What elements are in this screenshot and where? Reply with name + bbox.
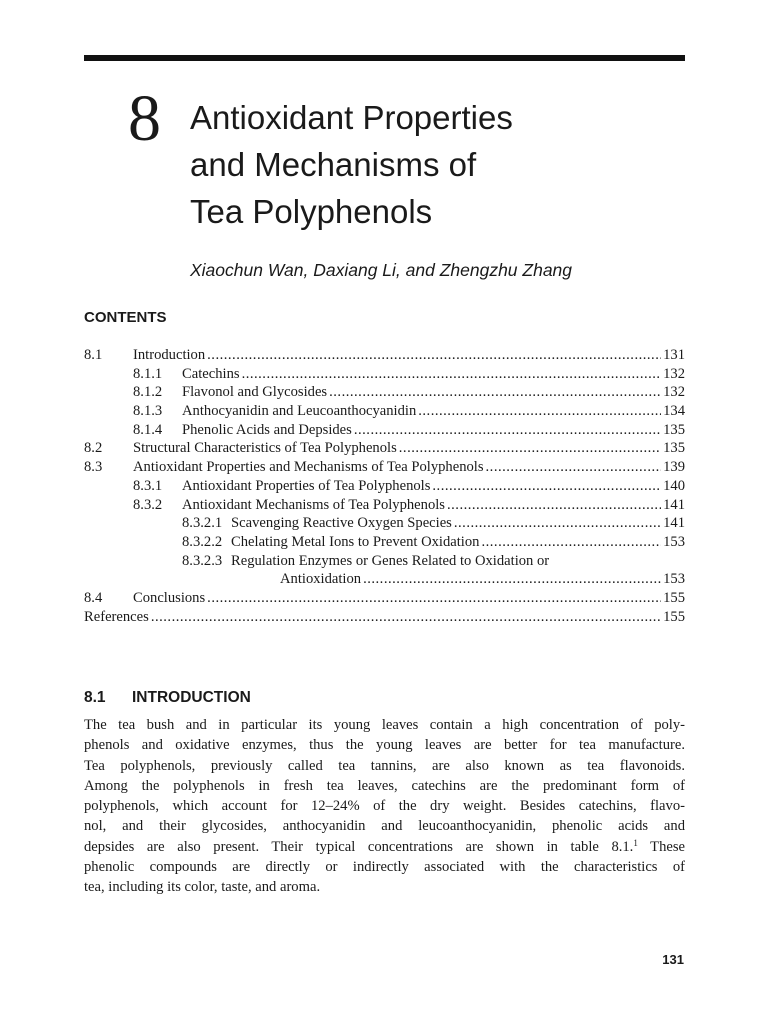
toc-entry-number: 8.3.2.3	[182, 552, 223, 569]
paragraph-line	[84, 837, 685, 857]
toc-entry[interactable]	[84, 421, 685, 440]
toc-entry[interactable]	[84, 496, 685, 515]
toc-entry-page: 134	[663, 403, 685, 420]
toc-entry[interactable]	[84, 458, 685, 477]
toc-entry[interactable]	[84, 439, 685, 458]
toc-entry-page: 131	[663, 347, 685, 363]
toc-leader-dots	[399, 439, 661, 458]
toc-entry-page: 155	[663, 608, 685, 625]
toc-entry[interactable]	[84, 365, 685, 384]
toc-entry-title: References	[84, 608, 149, 625]
paragraph-line-text: These	[637, 838, 685, 855]
toc-entry-title: Structural Characteristics of Tea Polyphenols	[133, 440, 397, 457]
toc-entry-number: 8.1.3	[133, 403, 163, 420]
toc-entry-page: 153	[663, 533, 685, 550]
chapter-number: 8	[128, 82, 161, 155]
toc-entry-continuation[interactable]	[84, 570, 685, 589]
toc-entry[interactable]	[84, 383, 685, 402]
toc-entry-title: Chelating Metal Ions to Prevent Oxidation	[231, 533, 480, 550]
toc-entry-number: 8.3.2.1	[182, 515, 223, 532]
toc-leader-dots	[481, 533, 661, 552]
toc-leader-dots	[207, 346, 661, 365]
toc-leader-dots	[432, 477, 661, 496]
toc-entry-title: Phenolic Acids and Depsides	[182, 421, 352, 438]
toc-leader-dots	[363, 570, 661, 589]
toc-entry-number: 8.2	[84, 440, 103, 457]
toc-entry-title: Conclusions	[133, 589, 206, 606]
toc-leader-dots	[207, 589, 661, 608]
toc-leader-dots	[242, 365, 662, 384]
paragraph-line: phenolic compounds are directly or indirectly associated with the characteristics of	[84, 859, 685, 876]
paragraph-line: Tea polyphenols, previously called tea tannins, are also known as tea flavonoids.	[84, 757, 685, 774]
toc-entry-title: Antioxidant Mechanisms of Tea Polyphenols	[182, 496, 445, 513]
paragraph-line: tea, including its color, taste, and aroma.	[84, 879, 321, 896]
toc-entry-page: 132	[663, 365, 685, 382]
toc-entry-number: 8.1.4	[133, 421, 163, 438]
toc-entry-page: 132	[663, 384, 685, 401]
paragraph-line: phenols and oxidative enzymes, thus the young leaves are better for tea manufacture.	[84, 737, 685, 754]
toc-entry[interactable]	[84, 552, 685, 571]
toc-entry-title: Introduction	[133, 347, 206, 363]
paragraph-line: Among the polyphenols in fresh tea leaves, catechins are the predominant form of	[84, 777, 685, 794]
toc-entry-page: 141	[663, 496, 685, 513]
toc-entry-number: 8.4	[84, 589, 103, 606]
toc-entry-page: 135	[663, 421, 685, 438]
toc-entry-page: 153	[663, 571, 685, 588]
table-of-contents	[84, 346, 685, 626]
introduction-paragraph	[84, 715, 685, 898]
toc-entry[interactable]	[84, 477, 685, 496]
toc-entry-page: 139	[663, 459, 685, 476]
toc-leader-dots	[454, 514, 661, 533]
toc-entry-title: Scavenging Reactive Oxygen Species	[231, 515, 452, 532]
toc-entry-page: 155	[663, 589, 685, 606]
footnote-reference[interactable]: 1	[633, 837, 638, 848]
toc-entry[interactable]	[84, 533, 685, 552]
toc-entry[interactable]	[84, 346, 685, 365]
paragraph-line: The tea bush and in particular its young leaves contain a high concentration of poly-	[84, 717, 685, 733]
toc-entry-page: 135	[663, 440, 685, 457]
paragraph-line: nol, and their glycosides, anthocyanidin and leucoanthocyanidin, phenolic acids and	[84, 818, 685, 835]
toc-leader-dots	[486, 458, 662, 477]
toc-entry-page: 140	[663, 477, 685, 494]
toc-entry-title: Antioxidant Properties of Tea Polyphenols	[182, 477, 431, 494]
page-number: 131	[662, 952, 684, 967]
toc-entry-number: 8.3.2.2	[182, 533, 223, 550]
toc-leader-dots	[329, 383, 661, 402]
toc-entry[interactable]	[84, 608, 685, 627]
toc-leader-dots	[151, 608, 661, 627]
toc-entry-title: Catechins	[182, 365, 240, 382]
toc-entry-number: 8.1.1	[133, 365, 163, 382]
toc-entry[interactable]	[84, 514, 685, 533]
chapter-title	[190, 94, 513, 235]
chapter-title-line: and Mechanisms of	[190, 146, 477, 183]
toc-entry-number: 8.3	[84, 459, 103, 476]
toc-entry[interactable]	[84, 402, 685, 421]
section-number: 8.1	[84, 689, 106, 706]
toc-entry-title: Antioxidation	[280, 571, 362, 588]
toc-entry-number: 8.3.2	[133, 496, 163, 513]
toc-entry-number: 8.3.1	[133, 477, 163, 494]
toc-entry-number: 8.1	[84, 347, 103, 363]
chapter-title-line: Tea Polyphenols	[190, 193, 433, 230]
toc-leader-dots	[447, 496, 661, 515]
toc-leader-dots	[418, 402, 661, 421]
toc-entry-title: Antioxidant Properties and Mechanisms of Tea Polyphenols	[133, 459, 484, 476]
toc-entry[interactable]	[84, 589, 685, 608]
top-rule	[84, 55, 685, 61]
section-heading	[84, 689, 251, 707]
toc-leader-dots	[354, 421, 661, 440]
toc-entry-title: Flavonol and Glycosides	[182, 384, 328, 401]
chapter-authors: Xiaochun Wan, Daxiang Li, and Zhengzhu Zhang	[190, 260, 573, 280]
contents-heading: CONTENTS	[84, 309, 167, 326]
section-title: INTRODUCTION	[132, 689, 251, 706]
toc-entry-number: 8.1.2	[133, 384, 163, 401]
toc-entry-page: 141	[663, 515, 685, 532]
paragraph-line-text: depsides are also present. Their typical concentrations are shown in table 8.1.	[84, 838, 634, 855]
toc-entry-title: Anthocyanidin and Leucoanthocyanidin	[182, 403, 417, 420]
paragraph-line: polyphenols, which account for 12–24% of the dry weight. Besides catechins, flavo-	[84, 798, 685, 815]
chapter-title-line: Antioxidant Properties	[190, 99, 513, 136]
toc-entry-title: Regulation Enzymes or Genes Related to Oxidation or	[231, 552, 550, 569]
